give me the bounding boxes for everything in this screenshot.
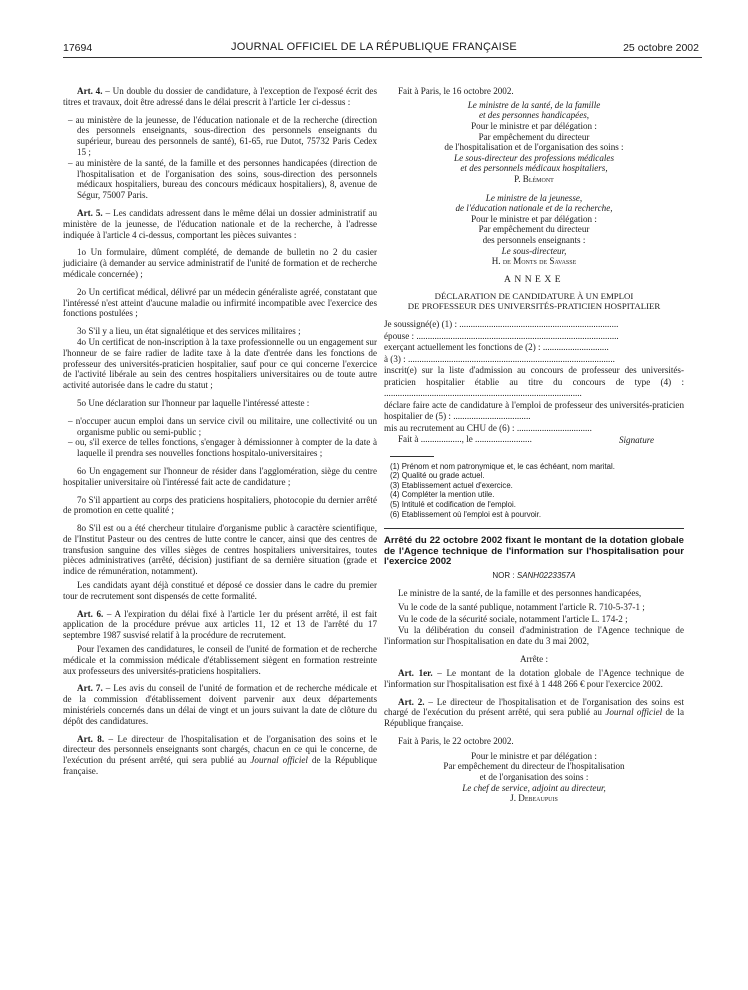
nor-label: NOR : [492, 570, 517, 580]
signatory-name: J. Debeaupuis [510, 793, 558, 804]
sig-line: Le chef de service, adjoint au directeur, [462, 782, 606, 793]
article-8 [63, 734, 377, 777]
arrete-article-1 [384, 668, 684, 690]
sig-line: Le sous-directeur, [501, 245, 567, 256]
item-1: 1o Un formulaire, dûment complété, de demande de bulletin no 2 du casier judiciaire (à demander au service administratif de l'unité de formation et de recherche médicale concernée) ; [63, 247, 377, 279]
footnote: (1) Prénom et nom patronymique et, le cas échéant, nom marital. [390, 461, 615, 471]
nor-reference [384, 571, 684, 580]
page-header [0, 0, 748, 60]
sig-line: Par empêchement du directeur [478, 131, 590, 142]
issue-date: 25 octobre 2002 [623, 42, 699, 54]
signature-block-arrete [384, 751, 684, 804]
arrete-vu-3: Vu la délibération du conseil d'administration de l'Agence technique de l'information sur l'hospitalisation en date du 3 mai 2002, [384, 625, 684, 647]
arrete-vu-1: Vu le code de la santé publique, notamment l'article R. 710-5-37-1 ; [398, 601, 645, 612]
fait-a-paris-1: Fait à Paris, le 16 octobre 2002. [398, 86, 514, 96]
sig-line: et des personnels médicaux hospitaliers, [460, 163, 608, 174]
signatory-name: P. Blémont [514, 173, 554, 184]
signature-label: Signature [618, 435, 654, 446]
article-5-label: Art. 5. [77, 207, 103, 218]
article-5 [63, 208, 377, 240]
right-column [384, 86, 684, 812]
item-8: 8o S'il est ou a été chercheur titulaire d'organisme public à caractère scientifique, de l'Institut Pasteur ou des centres de lutte contre le cancer, ainsi que des centres de transfusion sanguine des villes sièges de centres hospitaliers universitaires, toutes pièces administratives (arrêté, décision) justifiant de sa dernière situation (grade et indice de rémunération, notamment). [63, 523, 377, 577]
form-signature-row [384, 434, 684, 446]
form-fait-a: Fait à .................., le ......................... [398, 434, 532, 445]
footnote: (6) Etablissement où l'emploi est à pourvoir. [390, 509, 541, 519]
list-item: – au ministère de la santé, de la famille et des personnes handicapées (direction de l'hospitalisation et de l'organisation des soins, sous-direction des personnels médicaux hospitaliers, bureau des concours médicaux hospitaliers), 8, avenue de Ségur, 75007 Paris. [63, 158, 377, 201]
article-4-list [63, 115, 377, 201]
sig-line: et des personnes handicapées, [478, 110, 590, 121]
arrete-title: Arrêté du 22 octobre 2002 fixant le montant de la dotation globale de l'Agence technique de l'information sur l'hospitalisation pour l'exercice 2002 [384, 535, 684, 568]
sig-line: Pour le ministre et par délégation : [471, 120, 597, 131]
article-6-text: – A l'expiration du délai fixé à l'article 1er du présent arrêté, il est fait application de la procédure prévue aux articles 11, 12 et 13 de l'arrêté du 17 septembre 1987 susvisé relatif à la procédure de recrutement. [63, 608, 377, 641]
article-6-label: Art. 6. [77, 608, 104, 619]
article-6-paragraph-2: Pour l'examen des candidatures, le conseil de l'unité de formation et de recherche médicale et la commission médicale d'établissement siègent en formation restreinte aux professeurs des universités-praticiens hospitaliers. [63, 644, 377, 676]
item-3: 3o S'il y a lieu, un état signalétique et des services militaires ; [77, 326, 301, 337]
notes-separator [390, 456, 434, 457]
form-line: Je soussigné(e) (1) : ...................................................................... [384, 319, 619, 330]
sig-line: Le ministre de la santé, de la famille [467, 99, 601, 110]
journal-title: JOURNAL OFFICIEL DE LA RÉPUBLIQUE FRANÇAISE [231, 41, 517, 53]
item-5: 5o Une déclaration sur l'honneur par laquelle l'intéressé atteste : [77, 397, 310, 408]
journal-officiel-ref: Journal officiel [605, 707, 663, 718]
form-line: déclare faire acte de candidature à l'emploi de professeur des universités-praticien hospitalier de (5) : .................................. [384, 399, 684, 422]
sig-line: Pour le ministre et par délégation : [471, 750, 597, 761]
annexe-title: ANNEXE [503, 274, 565, 285]
sig-line: et de l'organisation des soins : [479, 771, 589, 782]
sig-line: Pour le ministre et par délégation : [471, 213, 597, 224]
article-4-text: – Un double du dossier de candidature, à l'exception de l'exposé écrit des titres et travaux, doit être adressé dans le délai prescrit à l'article 1er ci-dessus : [63, 86, 378, 107]
form-line: exerçant actuellement les fonctions de (2) : ............................. [384, 342, 609, 353]
article-7 [63, 683, 377, 726]
candidature-form [384, 319, 684, 446]
footnote: (5) Intitulé et codification de l'emploi. [390, 499, 516, 509]
arrete-word: Arrête : [519, 653, 549, 664]
nor-code: SANH0223357A [516, 570, 576, 580]
article-2-label: Art. 2. [398, 696, 425, 707]
article-8-label: Art. 8. [77, 733, 105, 744]
article-4-label: Art. 4. [77, 86, 103, 96]
page-number: 17694 [63, 42, 93, 54]
form-line: mis au recrutement au CHU de (6) : ................................. [384, 422, 592, 433]
declaration-heading [384, 291, 684, 311]
item-2: 2o Un certificat médical, délivré par un médecin généraliste agréé, constatant que l'intéressé n'est atteint d'aucune maladie ou infirmité incompatible avec l'exercice des fonctions postulées ; [63, 286, 377, 319]
article-7-text: – Les avis du conseil de l'unité de formation et de recherche médicale et de la commission d'établissement doivent parvenir aux deux départements ministériels concernés dans un délai de vingt et un jours suivant la date de clôture du dépôt des candidatures. [63, 683, 377, 726]
footnote: (4) Compléter la mention utile. [390, 490, 495, 500]
sig-line: Par empêchement du directeur de l'hospitalisation [443, 761, 625, 772]
article-4 [63, 86, 377, 108]
item-5-list [63, 416, 377, 459]
sig-line: Le ministre de la jeunesse, [485, 192, 583, 203]
list-item: – n'occuper aucun emploi dans un service civil ou militaire, une collectivité ou un organisme public ou semi-public ; [63, 416, 377, 438]
signatory-name: H. de Monts de Savasse [491, 256, 577, 267]
footnotes [384, 462, 684, 520]
article-1-text: – Le montant de la dotation globale de l'Agence technique de l'information sur l'hospitalisation est fixé à 1 448 266 € pour l'exercice 2002. [384, 667, 684, 689]
form-line: inscrit(e) sur la liste d'admission au concours de professeur des universités-praticien hospitalier établie au titre du concours de type (4) : ....................................................................................... [384, 365, 684, 399]
article-5-text: – Les candidats adressent dans le même délai un dossier administratif au ministère de la jeunesse, de l'éducation nationale et de la recherche, à l'adresse indiquée à l'article 4 ci-dessus, comportant les pièces suivantes : [63, 207, 378, 240]
sig-line: des personnels enseignants : [482, 234, 586, 245]
article-2-text: – Le directeur de l'hospitalisation et de l'organisation des soins est chargé de l'exécution du présent arrêté, qui sera publié au [384, 696, 684, 718]
dispense-paragraph: Les candidats ayant déjà constitué et déposé ce dossier dans le cadre du premier tour de recrutement sont dispensés de cette formalité. [63, 580, 377, 601]
sig-line: Le sous-directeur des professions médicales [454, 152, 614, 163]
left-column [63, 86, 377, 784]
header-rule [63, 57, 702, 58]
declaration-heading-line: DÉCLARATION DE CANDIDATURE À UN EMPLOI [434, 290, 634, 301]
signature-block-education [384, 193, 684, 267]
declaration-heading-line: DE PROFESSEUR DES UNIVERSITÉS-PRATICIEN HOSPITALIER [407, 300, 661, 311]
sig-line: Par empêchement du directeur [478, 224, 590, 235]
form-line: épouse : ......................................................................................... [384, 330, 619, 341]
article-8-end: de la République française. [63, 755, 377, 777]
footnote: (2) Qualité ou grade actuel. [390, 471, 485, 481]
article-1-label: Art. 1er. [398, 667, 433, 678]
sig-line: de l'éducation nationale et de la recherche, [455, 203, 613, 214]
fait-a-paris-2: Fait à Paris, le 22 octobre 2002. [398, 735, 514, 746]
item-6: 6o Un engagement sur l'honneur de résider dans l'agglomération, siège du centre hospitalier universitaire où l'intéressé fait acte de candidature ; [63, 465, 377, 487]
form-line: à (3) : ........................................................................................... [384, 353, 615, 364]
list-item: – au ministère de la jeunesse, de l'éducation nationale et de la recherche (direction des personnels enseignants, sous-direction des personnels enseignants du supérieur, bureau des personnels de santé), 61-65, rue Dutot, 75732 Paris Cedex 15 ; [63, 115, 377, 158]
arrete-minister: Le ministre de la santé, de la famille et des personnes handicapées, [398, 587, 642, 598]
journal-officiel-ref: Journal officiel [250, 755, 308, 766]
footnote: (3) Etablissement actuel d'exercice. [390, 480, 513, 490]
arrete-article-2 [384, 697, 684, 729]
article-8-text: – Le directeur de l'hospitalisation et de l'organisation des soins et le directeur des personnels enseignants sont chargés, chacun en ce qui le concerne, de l'exécution du présent arrêté, qui sera publié au [63, 733, 377, 766]
signature-block-sante [384, 100, 684, 185]
sig-line: de l'hospitalisation et de l'organisation des soins : [444, 142, 624, 153]
article-7-label: Art. 7. [77, 683, 103, 694]
section-rule [384, 528, 684, 529]
article-2-end: de la République française. [384, 707, 684, 729]
item-7: 7o S'il appartient au corps des praticiens hospitaliers, photocopie du dernier arrêté de promotion en cette qualité ; [63, 494, 377, 516]
list-item: – ou, s'il exerce de telles fonctions, s'engager à démissionner à compter de la date à laquelle il prendra ses nouvelles fonctions hospitalo-universitaires ; [63, 437, 377, 459]
arrete-vu-2: Vu le code de la sécurité sociale, notamment l'article L. 174-2 ; [398, 613, 628, 624]
article-6 [63, 609, 377, 641]
item-4: 4o Un certificat de non-inscription à la taxe professionnelle ou un engagement sur l'honneur de se faire radier de ladite taxe à la date d'entrée dans les fonctions de professeur des universités-praticien hospitalier, sauf pour ce qui concerne l'exercice de l'activité libérale au sein des centres hospitaliers universitaires ou de toute autre activité autorisée dans le cadre du statut ; [63, 336, 377, 391]
